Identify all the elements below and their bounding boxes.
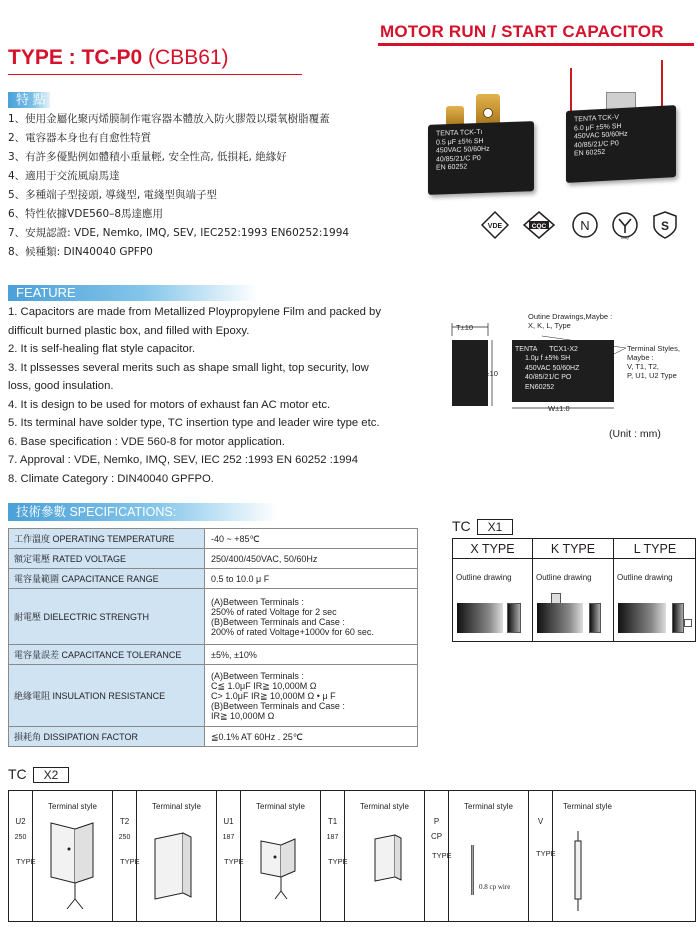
photo-text: EN 60252 xyxy=(436,163,468,172)
spec-value: ≦0.1% AT 60Hz . 25℃ xyxy=(205,727,418,747)
u2-terminal-drawing xyxy=(45,819,105,915)
x-type-drawing xyxy=(457,603,503,633)
terminal-style-caption: Terminal style xyxy=(464,802,513,811)
w-dimension-label: W±1.0 xyxy=(548,404,570,413)
l-type-terminal-drawing xyxy=(684,619,692,627)
u1-cell xyxy=(241,791,321,921)
table-row xyxy=(9,549,418,569)
specifications-heading: 技術參數 SPECIFICATIONS: xyxy=(8,503,278,521)
terminal-type-vertical: TYPE xyxy=(536,849,556,858)
type-underline xyxy=(8,74,302,75)
features-en-item: 6. Base specification : VDE 560-8 for motor application. xyxy=(8,435,285,448)
cap-label-text: 450VAC 50/60HZ xyxy=(525,364,580,372)
terminal-code: U1 xyxy=(223,817,234,826)
v-terminal-drawing xyxy=(571,831,585,911)
title-underline xyxy=(378,43,694,46)
sev-logo-icon xyxy=(650,210,680,240)
l-type-side-drawing xyxy=(672,603,684,633)
k-type-drawing xyxy=(537,603,583,633)
terminal-size: 250 xyxy=(14,834,27,841)
features-zh-item: 8、候種類: DIN40040 GPFP0 xyxy=(8,246,153,258)
h-dimension-label: H±10 xyxy=(480,369,498,378)
terminal-type-vertical: TYPE xyxy=(224,857,244,866)
spec-value: (A)Between Terminals : C≦ 1.0μF IR≧ 10,000M Ω C> 1.0μF IR≧ 10,000M Ω • μ F (B)Between Terminals and Case : IR≧ 10,000M Ω xyxy=(205,665,418,727)
terminal-style-caption: Terminal style xyxy=(48,802,97,811)
terminal-style-caption: Terminal style xyxy=(256,802,305,811)
terminal-type-vertical: TYPE xyxy=(120,857,140,866)
terminal-code: U2 xyxy=(15,817,26,826)
features-en-item: 7. Approval : VDE, Nemko, IMQ, SEV, IEC 252 :1993 EN 60252 :1994 xyxy=(8,454,358,466)
features-zh-item: 1、使用金屬化聚丙烯膜制作電容器本體放入防火膠殼以環氧樹脂覆蓋 xyxy=(8,113,330,125)
p-side xyxy=(425,791,452,921)
terminal-code: V xyxy=(537,817,544,826)
type-code: TYPE : TC-P0 xyxy=(8,46,143,69)
product-type xyxy=(8,46,229,70)
x-type-side-drawing xyxy=(507,603,521,633)
photo-text: 450VAC 50/60Hz xyxy=(574,130,628,141)
terminal-type-vertical: TYPE xyxy=(16,857,36,866)
u2-side xyxy=(9,791,36,921)
tc-code: X1 xyxy=(477,519,514,535)
k-type-cell xyxy=(533,559,614,641)
page-title: MOTOR RUN / START CAPACITOR xyxy=(380,22,664,41)
terminal-style-caption: Terminal style xyxy=(360,802,409,811)
features-en-item: difficult burned plastic box, and filled with Epoxy. xyxy=(8,324,250,337)
t2-terminal-drawing xyxy=(147,819,207,915)
features-zh-item: 4、適用于交流風扇馬達 xyxy=(8,170,120,182)
terminal-code: T2 xyxy=(119,817,130,826)
spec-value: -40 ~ +85℃ xyxy=(205,529,418,549)
spec-value: 0.5 to 10.0 μ F xyxy=(205,569,418,589)
features-zh-item: 7、安規認證: VDE, Nemko, IMQ, SEV, IEC252:1993 EN60252:1994 xyxy=(8,227,350,239)
table-row xyxy=(9,589,418,645)
u2-cell xyxy=(33,791,113,921)
cap-label-text: TCX1-X2 xyxy=(549,346,578,353)
features-en-item: 5. Its terminal have solder type, TC insertion type and leader wire type etc. xyxy=(8,417,380,429)
features-en-item: 4. It is design to be used for motors of exhaust fan AC motor etc. xyxy=(8,398,331,411)
imq-logo-icon xyxy=(610,210,640,240)
wire-note: 0.8 cp wire xyxy=(479,883,511,891)
spec-label: 工作溫度 OPERATING TEMPERATURE xyxy=(9,529,205,549)
nemko-logo-icon xyxy=(570,210,600,240)
spec-value: 250/400/450VAC, 50/60Hz xyxy=(205,549,418,569)
features-zh-item: 3、有許多優點例如體積小重量輕, 安全性高, 低損耗, 絶緣好 xyxy=(8,151,287,163)
type-series: (CBB61) xyxy=(142,46,229,69)
table-row xyxy=(9,569,418,589)
spec-label: 額定電壓 RATED VOLTAGE xyxy=(9,549,205,569)
spec-label: 電容量誤差 CAPACITANCE TOLERANCE xyxy=(9,645,205,665)
k-type-header: K TYPE xyxy=(533,539,614,559)
drawing-capacitor-label xyxy=(515,345,615,392)
tc-code: X2 xyxy=(33,767,70,783)
t1-side xyxy=(321,791,348,921)
cert-text: CQC xyxy=(531,223,547,230)
cap-label-text: TENTA xyxy=(515,346,538,353)
table-row xyxy=(9,727,418,747)
tc-prefix: TC xyxy=(452,518,471,534)
terminal-size: 250 xyxy=(118,834,131,841)
features-zh-item: 2、電容器本身也有自愈性特質 xyxy=(8,132,152,144)
terminal-note: Terminal Styles, Maybe : V, T1, T2, P, U1, U2 Type xyxy=(627,344,680,380)
outline-caption: Outline drawing xyxy=(536,573,592,582)
spec-value: (A)Between Terminals : 250% of rated Voltage for 2 sec (B)Between Terminals and Case : 200% of rated Voltage+1000v for 60 sec. xyxy=(205,589,418,645)
photo-text: 6.0 μF ±5% SH xyxy=(574,122,622,132)
t2-side xyxy=(113,791,140,921)
features-zh-item: 6、特性依據VDE560–8馬達應用 xyxy=(8,208,164,220)
x-type-cell xyxy=(453,559,533,641)
cert-text: N xyxy=(580,218,590,233)
lead-wire xyxy=(661,60,663,108)
tc-x1-label xyxy=(452,518,513,535)
features-en-list xyxy=(8,303,418,488)
p-wire-drawing xyxy=(471,845,474,895)
terminal-type-vertical: TYPE xyxy=(328,857,348,866)
features-en-heading: FEATURE xyxy=(8,285,258,301)
outline-note: Outine Drawings,Maybe : X, K, L, Type xyxy=(528,312,613,330)
l-type-drawing xyxy=(618,603,666,633)
table-row xyxy=(9,645,418,665)
cap-label-text: EN60252 xyxy=(525,383,555,391)
k-type-side-drawing xyxy=(589,603,601,633)
features-zh-item: 5、多種端子型接頭, 導綫型, 電綫型與端子型 xyxy=(8,189,218,201)
terminal-code: T1 xyxy=(327,817,338,826)
features-zh-heading: 特 點 : xyxy=(8,92,50,108)
cert-text: S xyxy=(660,219,670,233)
capacitor-photo-left xyxy=(428,121,534,195)
cert-text: VDE xyxy=(487,223,503,230)
x-type-header: X TYPE xyxy=(453,539,533,559)
capacitor-photo-right xyxy=(566,105,676,183)
vde-logo-icon xyxy=(480,210,510,240)
t1-terminal-drawing xyxy=(371,827,411,897)
photo-text: EN 60252 xyxy=(574,148,606,158)
u1-side xyxy=(217,791,244,921)
specifications-table xyxy=(8,528,418,747)
spec-label: 絶緣電阻 INSULATION RESISTANCE xyxy=(9,665,205,727)
spec-value: ±5%, ±10% xyxy=(205,645,418,665)
terminal-size: CP xyxy=(430,832,443,841)
photo-text: 40/85/21/C P0 xyxy=(436,154,481,164)
terminal-type-vertical: TYPE xyxy=(432,851,452,860)
spec-label: 耐電壓 DIELECTRIC STRENGTH xyxy=(9,589,205,645)
photo-text: 40/85/21/C P0 xyxy=(574,139,619,149)
photo-text: 0.5 μF ±5% SH xyxy=(436,137,484,147)
tc-x1-table xyxy=(452,538,696,642)
features-en-item: 1. Capacitors are made from Metallized Ploypropylene Film and packed by xyxy=(8,306,381,318)
v-cell xyxy=(553,791,695,921)
spec-label: 電容量範圍 CAPACITANCE RANGE xyxy=(9,569,205,589)
unit-note: (Unit : mm) xyxy=(609,428,661,440)
photo-text: TENTA TCK-Tı xyxy=(436,128,483,138)
terminal-size: 187 xyxy=(222,834,235,841)
u1-terminal-drawing xyxy=(255,825,311,915)
table-row xyxy=(9,529,418,549)
tc-x2-label xyxy=(8,766,69,783)
cert-text: IMQ xyxy=(621,235,629,240)
photo-text: 450VAC 50/60Hz xyxy=(436,145,490,155)
terminal-style-caption: Terminal style xyxy=(152,802,201,811)
cqc-logo-icon xyxy=(522,210,556,240)
table-row xyxy=(9,665,418,727)
spec-label: 損耗角 DISSIPATION FACTOR xyxy=(9,727,205,747)
certification-logos xyxy=(480,210,680,250)
features-en-item: 2. It is self-healing flat style capacitor. xyxy=(8,343,196,355)
terminal-code: P xyxy=(433,817,440,826)
lead-wire xyxy=(570,68,572,116)
cap-label-text: 1.0μ f ±5% SH xyxy=(525,355,571,363)
l-type-cell xyxy=(614,559,696,641)
tc-x2-table xyxy=(8,790,696,922)
p-cell xyxy=(449,791,529,921)
features-zh-list xyxy=(8,110,358,262)
t2-cell xyxy=(137,791,217,921)
cap-label-text: 40/85/21/C PO xyxy=(525,374,572,382)
outline-caption: Outline drawing xyxy=(456,573,512,582)
v-side xyxy=(529,791,556,921)
terminal-style-caption: Terminal style xyxy=(563,802,612,811)
t1-cell xyxy=(345,791,425,921)
features-en-item: 8. Climate Category : DIN40040 GPFPO. xyxy=(8,472,214,485)
tc-prefix: TC xyxy=(8,766,27,782)
l-type-header: L TYPE xyxy=(614,539,696,559)
terminal-size: 187 xyxy=(326,834,339,841)
t-dimension-label: T±10 xyxy=(456,323,474,332)
features-en-item: loss, good insulation. xyxy=(8,380,114,392)
features-en-item: 3. It plssesses several merits such as shape small light, top security, low xyxy=(8,361,369,374)
outline-caption: Outline drawing xyxy=(617,573,673,582)
photo-text: TENTA TCK-V xyxy=(574,114,619,124)
